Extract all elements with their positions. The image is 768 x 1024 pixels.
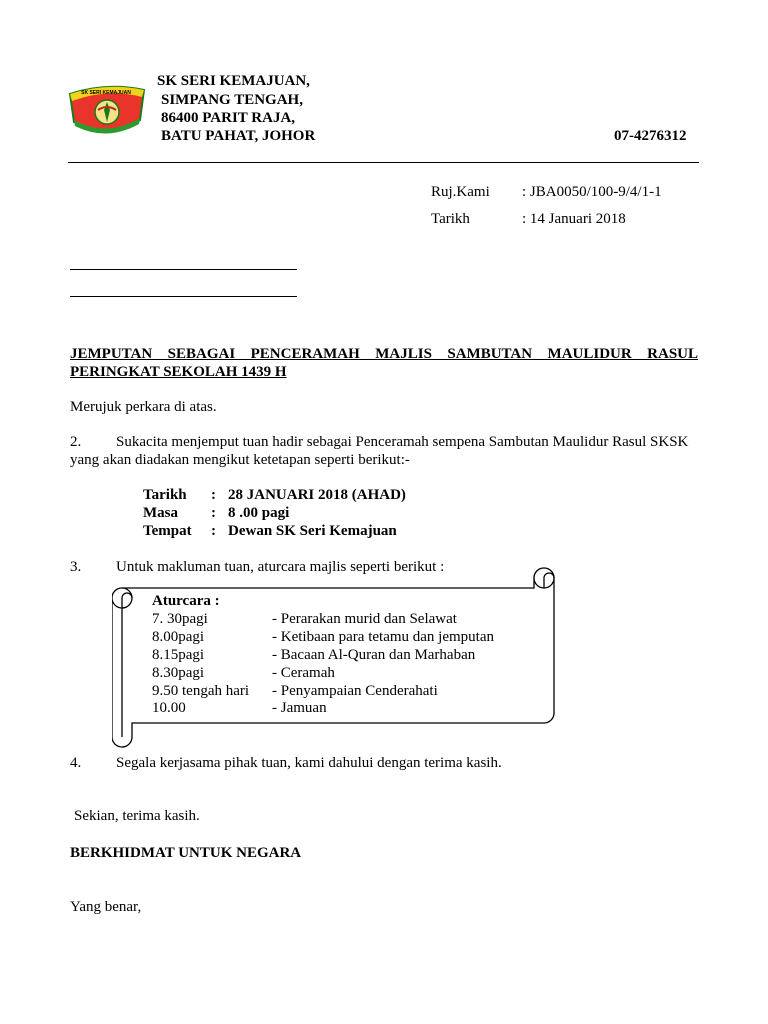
programme-time: 8.30pagi	[152, 665, 205, 681]
title-line-1: JEMPUTAN SEBAGAI PENCERAMAH MAJLIS SAMBUTAN MAULIDUR RASUL	[70, 346, 698, 362]
para-3-number: 3.	[70, 559, 82, 575]
detail-venue-value: Dewan SK Seri Kemajuan	[228, 523, 397, 539]
para-4-text: Segala kerjasama pihak tuan, kami dahului dengan terima kasih.	[116, 755, 502, 771]
opening-line: Merujuk perkara di atas.	[70, 399, 217, 415]
phone-number: 07-4276312	[614, 128, 687, 144]
recipient-line-2	[70, 296, 297, 297]
programme-item: - Perarakan murid dan Selawat	[272, 611, 457, 627]
detail-date-label: Tarikh	[143, 487, 187, 503]
date-value: : 14 Januari 2018	[522, 211, 626, 227]
detail-venue-colon: :	[211, 523, 216, 539]
para-2-line-1: Sukacita menjemput tuan hadir sebagai Penceramah sempena Sambutan Maulidur Rasul SKSK	[116, 434, 689, 450]
programme-time: 10.00	[152, 700, 186, 716]
programme-time: 9.50 tengah hari	[152, 683, 250, 699]
para-3-text: Untuk makluman tuan, aturcara majlis seperti berikut :	[116, 559, 445, 575]
detail-time-value: 8 .00 pagi	[228, 505, 290, 521]
letter-title	[70, 345, 698, 381]
signoff: Yang benar,	[70, 899, 142, 915]
programme-item: - Ketibaan para tetamu dan jemputan	[272, 629, 494, 645]
programme-item: - Penyampaian Cenderahati	[272, 683, 438, 699]
motto: BERKHIDMAT UNTUK NEGARA	[70, 845, 302, 861]
letterhead-divider	[68, 162, 699, 163]
para-4-number: 4.	[70, 755, 82, 771]
programme-item: - Ceramah	[272, 665, 335, 681]
para-2-line-2: yang akan diadakan mengikut ketetapan seperti berikut:-	[70, 452, 410, 468]
para-2-number: 2.	[70, 434, 82, 450]
date-label: Tarikh	[431, 211, 470, 227]
programme-time: 8.00pagi	[152, 629, 205, 645]
detail-date-colon: :	[211, 487, 216, 503]
detail-venue-label: Tempat	[143, 523, 192, 539]
programme-item: - Bacaan Al-Quran dan Marhaban	[272, 647, 476, 663]
recipient-line-1	[70, 269, 297, 270]
detail-time-colon: :	[211, 505, 216, 521]
programme-time: 8.15pagi	[152, 647, 205, 663]
address-line-1: SIMPANG TENGAH,	[161, 92, 303, 108]
address-line-3: BATU PAHAT, JOHOR	[161, 128, 316, 144]
programme-title: Aturcara :	[152, 593, 220, 609]
address-line-2: 86400 PARIT RAJA,	[161, 110, 296, 126]
programme-time: 7. 30pagi	[152, 611, 208, 627]
programme-item: - Jamuan	[272, 700, 327, 716]
detail-date-value: 28 JANUARI 2018 (AHAD)	[228, 487, 406, 503]
school-name: SK SERI KEMAJUAN,	[157, 73, 310, 89]
ref-value: : JBA0050/100-9/4/1-1	[522, 184, 662, 200]
ref-label: Ruj.Kami	[431, 184, 490, 200]
logo-text: SK SERI KEMAJUAN	[81, 90, 131, 96]
school-logo	[66, 80, 148, 142]
title-line-2: PERINGKAT SEKOLAH 1439 H	[70, 364, 287, 380]
detail-time-label: Masa	[143, 505, 178, 521]
closing-line: Sekian, terima kasih.	[74, 808, 200, 824]
